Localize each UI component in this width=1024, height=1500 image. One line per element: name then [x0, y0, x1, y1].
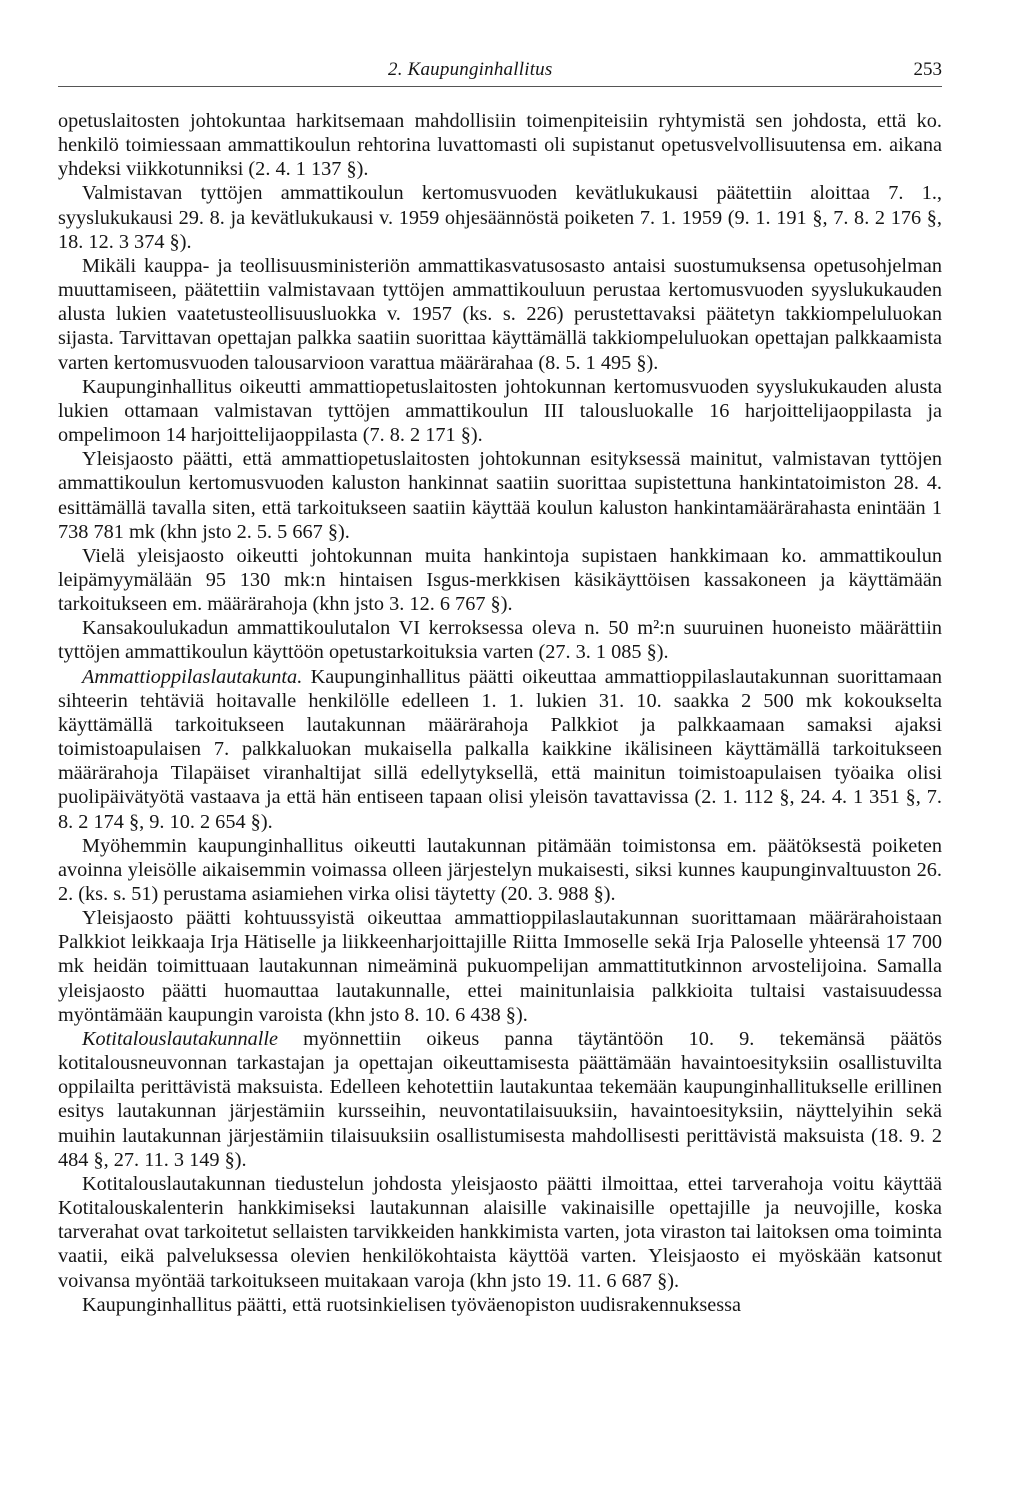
- paragraph: [58, 1172, 942, 1293]
- paragraph-text: Kaupunginhallitus päätti, että ruotsinkielisen työväenopiston uudisrakennuksessa: [82, 1293, 742, 1316]
- paragraph: [58, 544, 942, 616]
- paragraph-text: Yleisjaosto päätti kohtuussyistä oikeuttaa ammattioppilaslautakunnan suorittamaan määrärahoistaan Palkkiot leikkaaja Irja Hätiselle ja liikkeenharjoittajille Riitta Immoselle sekä Irja Paloselle yhteensä 17 700 mk heidän toimittuaan lautakunnan nimeäminä pukuompelijan ammattitutkinnon arvostelijoina. Samalla yleisjaosto päätti huomauttaa lautakunnalle, ettei mainitunlaisia palkkioita tultaisi vastaisuudessa myöntämään kaupungin varoista (khn jsto 8. 10. 6 438 §).: [58, 907, 942, 1026]
- paragraph-text: Kaupunginhallitus oikeutti ammattiopetuslaitosten johtokunnan kertomusvuoden syyslukukauden alusta lukien ottamaan valmistavan tyttöjen ammattikoulun III talousluokalle 16 harjoittelijaoppilasta ja ompelimoon 14 harjoittelijaoppilasta (7. 8. 2 171 §).: [58, 375, 942, 447]
- page-number: 253: [913, 59, 942, 80]
- section-lead: Ammattioppilaslautakunta.: [82, 665, 303, 688]
- paragraph: [58, 181, 942, 253]
- paragraph-text: Kaupunginhallitus päätti oikeuttaa ammattioppilaslautakunnan suorittamaan sihteerin tehtäviä hoitavalle henkilölle edelleen 1. 1. lukien 31. 10. saakka 2 500 mk kokoukselta käyttämällä tarkoitukseen lautakunnan määrärahoja Palkkiot ja palkkaamaan samaksi ajaksi toimistoapulaisen 7. palkkaluokan mukaisella palkalla kaikkine ikälisineen käyttämällä tarkoitukseen määrärahoja Tilapäiset viranhaltijat sillä edellytyksellä, että mainitun toimistoapulaisen työaika olisi puolipäivätyötä vastaava ja että hän entiseen tapaan olisi yleisön tavattavissa (2. 1. 112 §, 24. 4. 1 351 §, 7. 8. 2 174 §, 9. 10. 2 654 §).: [58, 665, 942, 833]
- paragraph-text: Kotitalouslautakunnan tiedustelun johdosta yleisjaosto päätti ilmoittaa, ettei tarverahoja voitu käyttää Kotitalouskalenterin hankkimiseksi lautakunnan alaisille vakinaisille opettajille ja neuvojille, koska tarverahat ovat tarkoitetut sellaisten tarvikkeiden hankkimista varten, jota viraston tai laitoksen oma toiminta vaatii, eikä palveluksessa olevien henkilökohtaista käyttöä varten. Yleisjaosto ei myöskään katsonut voivansa myöntää tarkoitukseen muitakaan varoja (khn jsto 19. 11. 6 687 §).: [58, 1172, 942, 1292]
- paragraph: [58, 447, 942, 544]
- paragraph-text: Myöhemmin kaupunginhallitus oikeutti lautakunnan pitämään toimistonsa em. päätöksestä poiketen avoinna yleisölle aikaisemmin voimassa olleen järjestelyn mukaisesti, siksi kunnes kaupunginvaltuuston 26. 2. (ks. s. 51) perustama asiamiehen virka olisi täytetty (20. 3. 988 §).: [58, 834, 942, 905]
- paragraph-text: Kansakoulukadun ammattikoulutalon VI kerroksessa oleva n. 50 m²:n suuruinen huoneisto määrättiin tyttöjen ammattikoulun käyttöön opetustarkoituksia varten (27. 3. 1 085 §).: [58, 617, 942, 664]
- paragraph: [58, 616, 942, 664]
- paragraph: [58, 906, 942, 1027]
- paragraph: [58, 1027, 942, 1172]
- paragraph-text: myönnettiin oikeus panna täytäntöön 10. 9. tekemänsä päätös kotitalousneuvonnan tarkastajan ja opettajan oikeuttamisesta päättämään havaintoesityksiin osallistuvilta oppilailta perittävistä maksuista. Edelleen kehotettiin lautakuntaa tekemään kaupunginhallitukselle erillinen esitys lautakunnan järjestämiin kursseihin, neuvontatilaisuuksiin, havaintoesityksiin, näyttelyihin sekä muihin lautakunnan järjestämiin tilaisuuksiin osallistumisesta mahdollisesti perittävistä maksuista (18. 9. 2 484 §, 27. 11. 3 149 §).: [58, 1027, 942, 1171]
- paragraph-text: Vielä yleisjaosto oikeutti johtokunnan muita hankintoja supistaen hankkimaan ko. ammattikoulun leipämyymälään 95 130 mk:n hintaisen Isgus-merkkisen käsikäyttöisen kassakoneen ja käyttämään tarkoitukseen em. määrärahoja (khn jsto 3. 12. 6 767 §).: [58, 544, 942, 616]
- paragraph: [58, 665, 942, 834]
- paragraph: [58, 254, 942, 375]
- paragraph: [58, 109, 942, 181]
- paragraph: [58, 1293, 942, 1317]
- paragraph-text: Valmistavan tyttöjen ammattikoulun kertomusvuoden kevätlukukausi päätettiin aloittaa 7. 1., syyslukukausi 29. 8. ja kevätlukukausi v. 1959 ohjesäännöstä poiketen 7. 1. 1959 (9. 1. 191 §, 7. 8. 2 176 §, 18. 12. 3 374 §).: [58, 182, 942, 253]
- paragraph-text: Yleisjaosto päätti, että ammattiopetuslaitosten johtokunnan esityksessä mainitut, valmistavan tyttöjen ammattikoulun kertomusvuoden kaluston hankinnat saatiin suorittaa supistettuna hankintatoimiston 28. 4. esittämällä tavalla siten, että tarkoitukseen saatiin käyttää koulun kaluston hankintamäärärahasta enintään 1 738 781 mk (khn jsto 2. 5. 5 667 §).: [58, 448, 942, 543]
- paragraph: [58, 834, 942, 906]
- paragraph-text: Mikäli kauppa- ja teollisuusministeriön ammattikasvatusosasto antaisi suostumuksensa opetusohjelman muuttamiseen, päätettiin valmistavaan tyttöjen ammattikouluun perustaa kertomusvuoden syyslukukauden alusta lukien vaatetusteollisuusluokka v. 1957 (ks. s. 226) perustettavaksi päätetyn takkiompeluluokan sijasta. Tarvittavan opettajan palkka saatiin suorittaa käyttämällä takkiompeluluokan opettajan palkkaamista varten kertomusvuoden talousarvioon varattua määrärahaa (8. 5. 1 495 §).: [58, 254, 942, 374]
- document-page: [58, 58, 942, 1317]
- section-lead: Kotitalouslautakunnalle: [82, 1027, 279, 1050]
- paragraph: [58, 375, 942, 447]
- page-header: [58, 58, 942, 87]
- paragraph-text: opetuslaitosten johtokuntaa harkitsemaan mahdollisiin toimenpiteisiin ryhtymistä sen johdosta, että ko. henkilö toimiessaan ammattikoulun rehtorina luvattomasti oli supistanut opetusvelvollisuutensa em. aikana yhdeksi viikkotunniksi (2. 4. 1 137 §).: [58, 110, 942, 181]
- running-title: 2. Kaupunginhallitus: [388, 59, 553, 80]
